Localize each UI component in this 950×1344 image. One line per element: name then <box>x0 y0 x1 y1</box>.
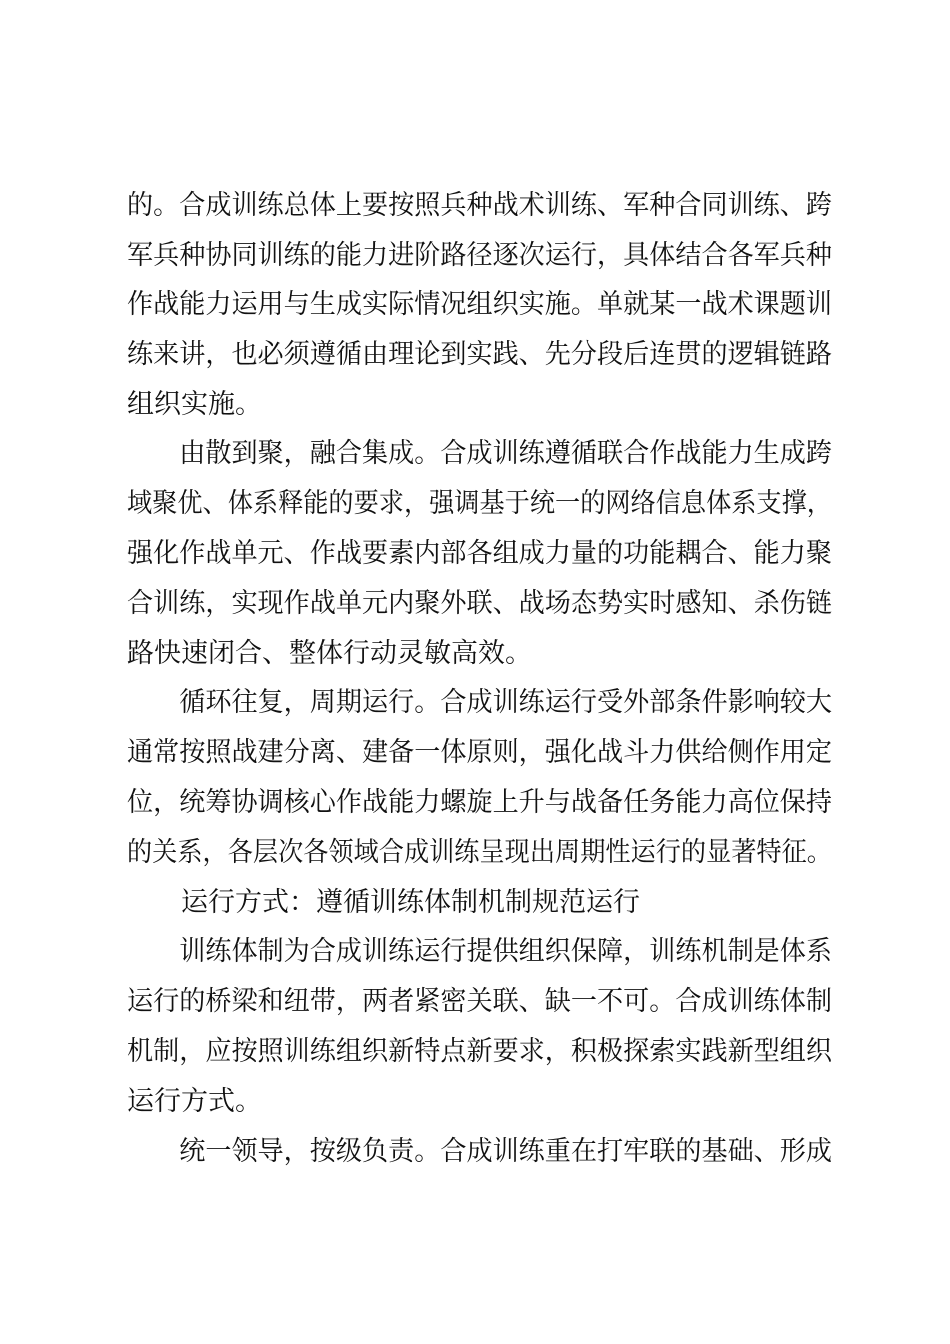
text-line: 运行方式。 <box>127 1086 262 1117</box>
text-line: 位，统筹协调核心作战能力螺旋上升与战备任务能力高位保持 <box>127 787 833 818</box>
section-heading: 运行方式：遵循训练体制机制规范运行 <box>127 887 640 918</box>
text-line: 组织实施。 <box>127 389 262 420</box>
text-line: 由散到聚，融合集成。合成训练遵循联合作战能力生成跨 <box>127 438 833 469</box>
text-line: 的。合成训练总体上要按照兵种战术训练、军种合同训练、跨 <box>127 190 833 221</box>
text-line: 强化作战单元、作战要素内部各组成力量的功能耦合、能力聚 <box>127 538 833 569</box>
text-line: 合训练，实现作战单元内聚外联、战场态势实时感知、杀伤链 <box>127 588 833 619</box>
text-line: 练来讲，也必须遵循由理论到实践、先分段后连贯的逻辑链路 <box>127 339 833 370</box>
text-line: 路快速闭合、整体行动灵敏高效。 <box>127 638 532 669</box>
text-line: 作战能力运用与生成实际情况组织实施。单就某一战术课题训 <box>127 289 833 320</box>
text-line: 通常按照战建分离、建备一体原则，强化战斗力供给侧作用定 <box>127 737 833 768</box>
text-line: 的关系，各层次各领域合成训练呈现出周期性运行的显著特征。 <box>127 837 832 868</box>
text-line: 循环往复，周期运行。合成训练运行受外部条件影响较大 <box>127 687 833 718</box>
text-line: 运行的桥梁和纽带，两者紧密关联、缺一不可。合成训练体制 <box>127 986 833 1017</box>
text-line: 域聚优、体系释能的要求，强调基于统一的网络信息体系支撑， <box>127 488 832 519</box>
text-line: 机制，应按照训练组织新特点新要求，积极探索实践新型组织 <box>127 1036 833 1067</box>
text-line: 训练体制为合成训练运行提供组织保障，训练机制是体系 <box>127 936 833 967</box>
text-line: 军兵种协同训练的能力进阶路径逐次运行，具体结合各军兵种 <box>127 240 833 271</box>
text-line: 统一领导，按级负责。合成训练重在打牢联的基础、形成 <box>127 1136 833 1167</box>
